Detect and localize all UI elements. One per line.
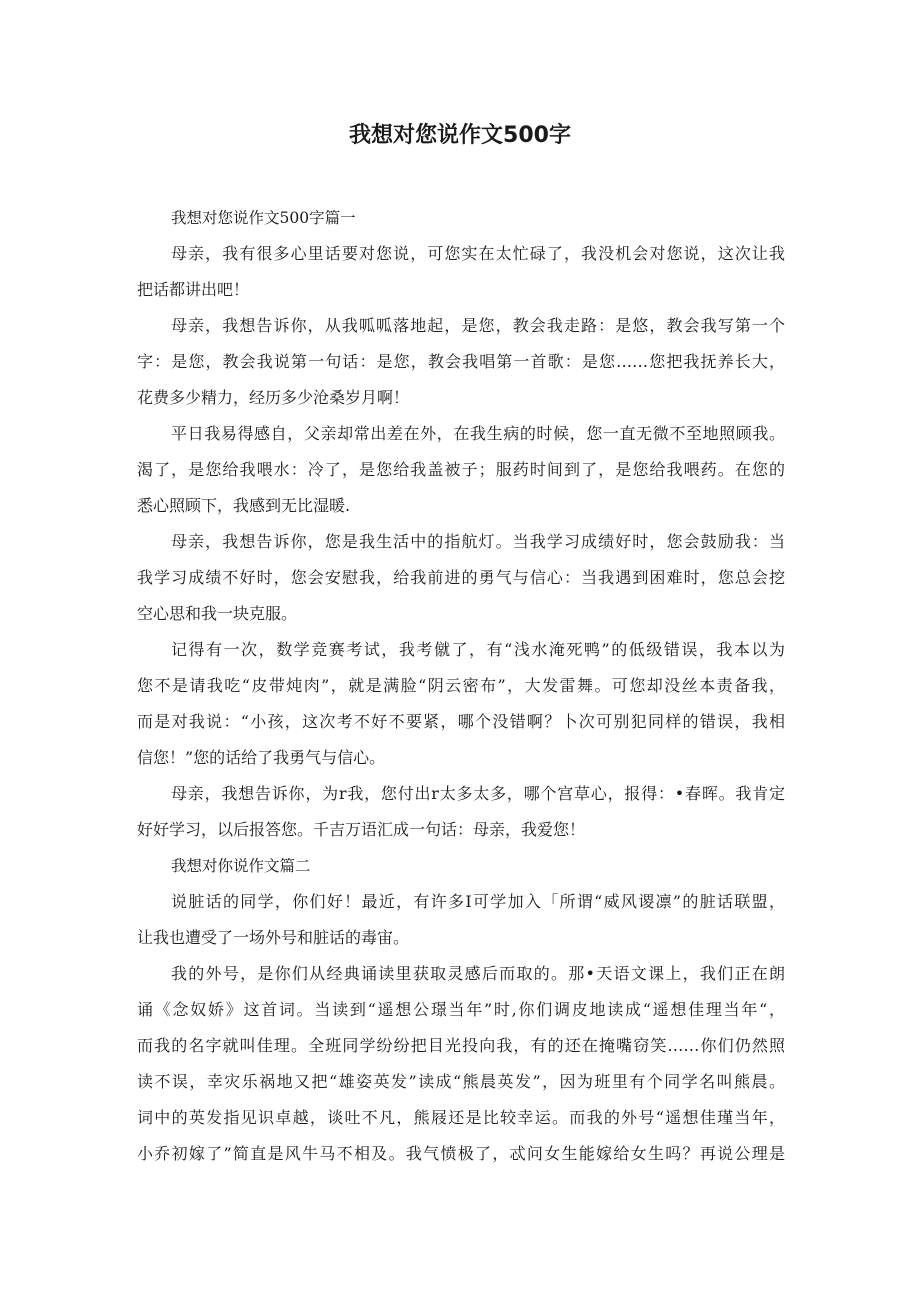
paragraph-line: 说脏话的同学，你们好！最近，有许多I可学加入「所谓“威风谡凛”的脏话联盟， <box>171 892 785 911</box>
paragraph-line: 我的外号，是你们从经典诵读里获取灵感后而取的。那•天语文课上，我们正在朗 <box>171 964 785 983</box>
paragraph-line: 把话都讲出吧！ <box>137 280 250 299</box>
paragraph-line: 花费多少精力，经历多少沧桑岁月啊！ <box>137 388 410 407</box>
section-heading-1: 我想对您说作文500字篇一 <box>171 209 356 227</box>
paragraph-line: 让我也遭受了一场外号和脏话的毒宙。 <box>137 928 410 947</box>
paragraph-line: 您不是请我吃“皮带炖肉”，就是满脸“阴云密布”，大发雷舞。可您却没丝本责备我， <box>137 676 785 695</box>
paragraph-line: 空心思和我一块克服。 <box>137 604 298 623</box>
paragraph-line: 小乔初嫁了”简直是风牛马不相及。我气愤极了，忒问女生能嫁给女生吗？再说公理是 <box>137 1144 785 1163</box>
paragraph-line: 读不误，幸灾乐祸地又把“雄姿英发”读成“熊晨英发”，因为班里有个同学名叫熊晨。 <box>137 1072 785 1091</box>
paragraph-line: 悉心照顾下，我感到无比湿暖. <box>137 496 351 515</box>
section-heading-2: 我想对你说作文篇二 <box>171 857 311 875</box>
document-body <box>137 200 785 1172</box>
paragraph-line: 记得有一次，数学竞赛考试，我考僦了，有“浅水淹死鸭”的低级错误，我本以为 <box>171 640 785 659</box>
paragraph-line: 我学习成绩不好时，您会安慰我，给我前进的勇气与信心：当我遇到困难时，您总会挖 <box>137 568 785 587</box>
paragraph-line: 而是对我说：“小孩，这次考不好不要紧，哪个没错啊？卜次可别犯同样的错误，我相 <box>137 712 785 731</box>
paragraph-line: 平日我易得感自，父亲却常出差在外，在我生病的时候，您一直无微不至地照顾我。 <box>171 424 785 443</box>
paragraph-line: 信您！”您的话给了我勇气与信心。 <box>137 748 386 767</box>
paragraph-line: 诵《念奴娇》这首词。当读到“遥想公璟当年”时,你们调皮地读成“遥想佳理当年“， <box>137 1000 785 1019</box>
paragraph-line: 母亲，我想告诉你，为r我，您付出r太多太多，哪个宫草心，报得：•春晖。我肯定 <box>171 784 785 803</box>
paragraph-line: 母亲，我有很多心里话要对您说，可您实在太忙碌了，我没机会对您说，这次让我 <box>171 244 785 263</box>
paragraph-line: 而我的名字就叫佳理。全班同学纷纷把目光投向我，有的还在掩嘴窃笑……你们仍然照 <box>137 1036 785 1055</box>
paragraph-line: 母亲，我想告诉你，从我呱呱落地起，是您，教会我走路：是悠，教会我写第一个 <box>171 316 785 335</box>
paragraph-line: 字：是您，教会我说第一句话：是您，教会我唱第一首歌：是您……您把我抚养长大， <box>137 352 785 371</box>
document-title: 我想对您说作文500字 <box>349 123 571 148</box>
paragraph-line: 好好学习，以后报答您。千吉万语汇成一句话：母亲，我爱您！ <box>137 820 586 839</box>
paragraph-line: 母亲，我想告诉你，您是我生活中的指航灯。当我学习成绩好时，您会鼓励我：当 <box>171 532 785 551</box>
paragraph-line: 渴了，是您给我喂水：冷了，是您给我盖被子；服药时间到了，是您给我喂药。在您的 <box>137 460 785 479</box>
paragraph-line: 词中的英发指见识卓越，谈吐不凡，熊屐还是比较幸运。而我的外号“遥想佳瑾当年， <box>137 1108 785 1127</box>
